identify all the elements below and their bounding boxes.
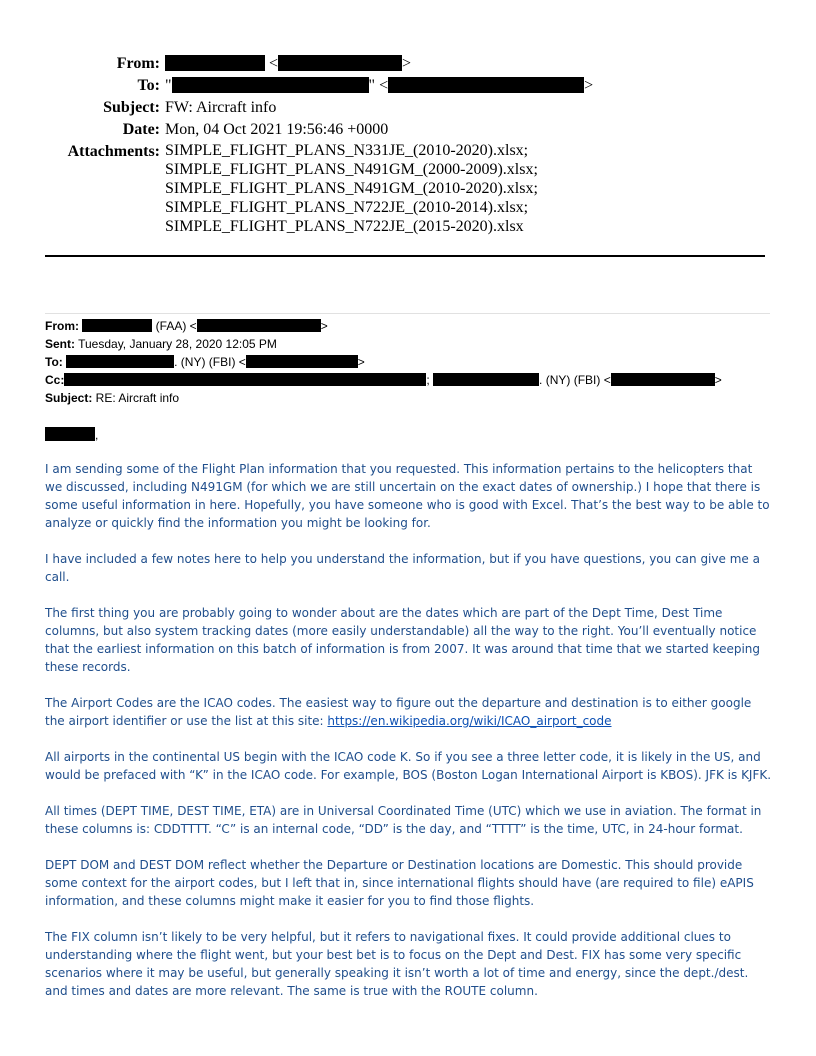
- body-paragraph: All airports in the continental US begin with the ICAO code K. So if you see a three letter code, it is likely in the US, and would be prefaced with “K” in the ICAO code. For example, BOS (Boston Logan International Airport is KBOS). JFK is KJFK.: [45, 750, 772, 782]
- inner-subject-value: RE: Aircraft info: [92, 391, 180, 405]
- subject-label: Subject:: [103, 99, 160, 116]
- inner-from-row: [45, 317, 770, 335]
- inner-cc-row: [45, 371, 770, 389]
- message-body: [45, 460, 772, 1018]
- inner-from-close: >: [320, 319, 328, 333]
- from-label: From:: [116, 55, 160, 72]
- inner-to-row: [45, 353, 770, 371]
- attachment-item[interactable]: SIMPLE_FLIGHT_PLANS_N491GM_(2010-2020).xlsx;: [165, 180, 538, 197]
- inner-sent-label: Sent:: [45, 337, 75, 351]
- redaction-box: [64, 373, 426, 386]
- from-bracket-close: >: [402, 55, 412, 72]
- forwarded-header: [45, 317, 770, 407]
- inner-cc-label: Cc:: [45, 373, 65, 387]
- redaction-box: [172, 77, 369, 93]
- body-paragraph-text: The Airport Codes are the ICAO codes. The easiest way to figure out the departure and destination is to either google the airport identifier or use the list at this site:: [45, 696, 752, 728]
- redaction-box: [278, 55, 402, 71]
- redaction-box: [388, 77, 584, 93]
- from-bracket-open: <: [269, 55, 279, 72]
- from-row: [45, 53, 765, 75]
- to-bracket-close: >: [584, 77, 594, 94]
- inner-cc-close: >: [714, 373, 722, 387]
- attachments-list: [165, 141, 765, 236]
- from-value: [165, 53, 765, 75]
- greeting-comma: ,: [95, 428, 99, 442]
- attachment-item[interactable]: SIMPLE_FLIGHT_PLANS_N491GM_(2000-2009).xlsx;: [165, 161, 538, 178]
- redaction-box: [45, 427, 95, 441]
- attachments-label: Attachments:: [67, 143, 160, 160]
- header-divider: [45, 255, 765, 257]
- greeting: [45, 427, 98, 442]
- attachment-item[interactable]: SIMPLE_FLIGHT_PLANS_N722JE_(2015-2020).xlsx: [165, 218, 524, 235]
- to-quote-close: " <: [368, 77, 389, 94]
- redaction-box: [246, 355, 358, 368]
- inner-from-label: From:: [45, 319, 79, 333]
- body-paragraph: DEPT DOM and DEST DOM reflect whether the Departure or Destination locations are Domestic. This should provide some context for the airport codes, but I left that in, since international flights should have (are required to file) eAPIS information, and these columns might make it easier for you to find those flights.: [45, 858, 754, 908]
- body-paragraph: I am sending some of the Flight Plan information that you requested. This information pertains to the helicopters that we discussed, including N491GM (for which we are still uncertain on the exact dates of ownership.) I hope that there is some useful information in here. Hopefully, you have someone who is good with Excel. That’s the best way to be able to analyze or quickly find the information you might be looking for.: [45, 462, 770, 530]
- redaction-box: [165, 55, 265, 71]
- redaction-box: [66, 355, 174, 368]
- subject-value: FW: Aircraft info: [165, 99, 277, 116]
- to-label: To:: [137, 77, 160, 94]
- redaction-box: [197, 319, 321, 332]
- inner-to-close: >: [357, 355, 365, 369]
- body-paragraph: All times (DEPT TIME, DEST TIME, ETA) are in Universal Coordinated Time (UTC) which we use in aviation. The format in these columns is: CDDTTTT. “C” is an internal code, “DD” is the day, and “TTTT” is the time, UTC, in 24-hour format.: [45, 804, 762, 836]
- redaction-box: [82, 319, 152, 332]
- icao-link[interactable]: https://en.wikipedia.org/wiki/ICAO_airport_code: [327, 714, 612, 728]
- redaction-box: [433, 373, 539, 386]
- body-paragraph: The FIX column isn’t likely to be very helpful, but it refers to navigational fixes. It could provide additional clues to understanding where the flight went, but your best bet is to focus on the Dept and Dest. FIX has some very specific scenarios where it may be useful, but generally speaking it isn’t worth a lot of time and energy, since the dept./dest. and times and dates are more relevant. The same is true with the ROUTE column.: [45, 930, 749, 998]
- attachments-row: [45, 141, 765, 236]
- attachment-item[interactable]: SIMPLE_FLIGHT_PLANS_N331JE_(2010-2020).xlsx;: [165, 142, 529, 159]
- subject-row: [45, 97, 765, 119]
- inner-subject-label: Subject:: [45, 391, 93, 405]
- inner-to-text: . (NY) (FBI) <: [174, 355, 246, 369]
- inner-cc-sep: ;: [426, 373, 430, 387]
- date-row: [45, 119, 765, 141]
- date-value: Mon, 04 Oct 2021 19:56:46 +0000: [165, 121, 389, 138]
- attachment-item[interactable]: SIMPLE_FLIGHT_PLANS_N722JE_(2010-2014).xlsx;: [165, 199, 529, 216]
- inner-to-label: To:: [45, 355, 63, 369]
- email-header: [45, 53, 765, 236]
- inner-sent-value: Tuesday, January 28, 2020 12:05 PM: [75, 337, 277, 351]
- body-paragraph: The first thing you are probably going to wonder about are the dates which are part of the Dept Time, Dest Time columns, but also system tracking dates (more easily understandable) all the way to the right. You’ll eventually notice that the earliest information on this batch of information is from 2007. It was around that time that we started keeping these records.: [45, 606, 761, 674]
- inner-from-text: (FAA) <: [152, 319, 197, 333]
- date-label: Date:: [122, 121, 160, 138]
- redaction-box: [611, 373, 715, 386]
- inner-sent-row: [45, 335, 770, 353]
- inner-subject-row: [45, 389, 770, 407]
- body-paragraph: I have included a few notes here to help you understand the information, but if you have questions, you can give me a call.: [45, 552, 760, 584]
- message-divider: [45, 313, 770, 314]
- to-row: [45, 75, 765, 97]
- to-value: [165, 75, 765, 97]
- inner-cc-text: . (NY) (FBI) <: [539, 373, 611, 387]
- body-paragraph: [45, 694, 772, 730]
- to-quote-open: ": [165, 77, 172, 94]
